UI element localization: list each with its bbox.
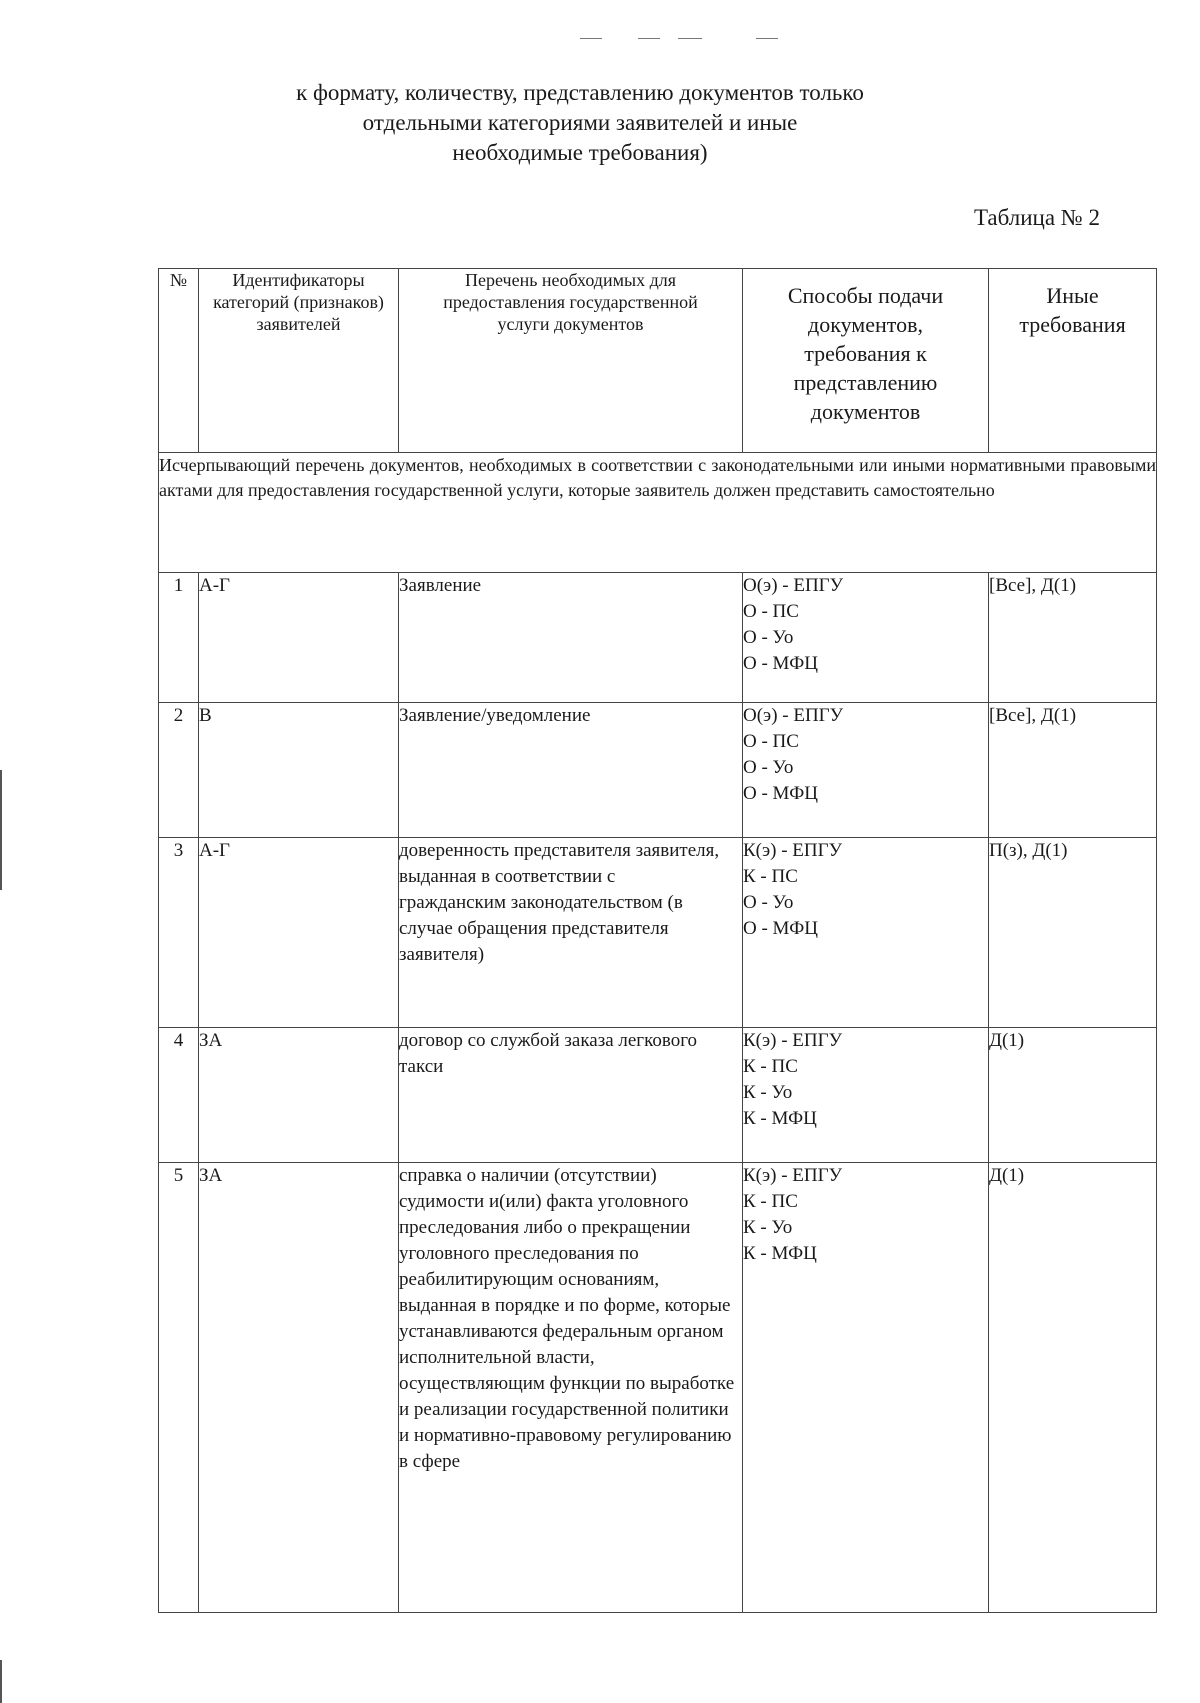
table-section-row xyxy=(159,453,1157,573)
row-other-requirements: П(з), Д(1) xyxy=(989,838,1157,1028)
header-number: № xyxy=(159,269,199,453)
row-document: справка о наличии (отсутствии) судимости и(или) факта уголовного преследования либо о прекращении уголовного преследования по реабилитирующим основаниям, выданная в порядке и по форме, которые устанавливаются федеральным органом исполнительной власти, осуществляющим функции по выработке и реализации государственной политики и нормативно-правовому регулированию в сфере xyxy=(399,1163,743,1613)
header-categories: Идентификаторы категорий (признаков) заявителей xyxy=(199,269,399,453)
row-methods xyxy=(743,1028,989,1163)
table-row xyxy=(159,573,1157,703)
row-number: 1 xyxy=(159,573,199,703)
method-item: К - Уо xyxy=(743,1217,793,1238)
table-label: Таблица № 2 xyxy=(973,205,1100,230)
method-item: К - Уо xyxy=(743,1082,793,1103)
method-item: К - МФЦ xyxy=(743,1108,817,1129)
row-category: ЗА xyxy=(199,1028,399,1163)
method-item: О - МФЦ xyxy=(743,653,818,674)
method-item: О - Уо xyxy=(743,757,794,778)
document-heading xyxy=(200,78,960,168)
row-number: 4 xyxy=(159,1028,199,1163)
row-document: Заявление/уведомление xyxy=(399,703,743,838)
row-category: А-Г xyxy=(199,838,399,1028)
scan-edge-mark xyxy=(0,770,2,890)
header-documents: Перечень необходимых для предоставления государственной услуги документов xyxy=(399,269,743,453)
method-item: О(э) - ЕПГУ xyxy=(743,705,844,726)
table-row xyxy=(159,703,1157,838)
method-item: О - ПС xyxy=(743,601,799,622)
heading-line: к формату, количеству, представлению документов только xyxy=(296,80,864,105)
method-item: О - МФЦ xyxy=(743,918,818,939)
row-methods xyxy=(743,838,989,1028)
method-item: К - ПС xyxy=(743,1056,798,1077)
table-row xyxy=(159,1028,1157,1163)
row-document: доверенность представителя заявителя, выданная в соответствии с гражданским законодательством (в случае обращения представителя заявителя) xyxy=(399,838,743,1028)
row-number: 2 xyxy=(159,703,199,838)
row-methods xyxy=(743,573,989,703)
documents-table xyxy=(158,268,1157,1613)
method-item: К(э) - ЕПГУ xyxy=(743,840,843,861)
method-item: О - МФЦ xyxy=(743,783,818,804)
row-number: 3 xyxy=(159,838,199,1028)
row-methods xyxy=(743,1163,989,1613)
method-item: К - ПС xyxy=(743,1191,798,1212)
header-other: Иные требования xyxy=(989,269,1157,453)
method-item: К - МФЦ xyxy=(743,1243,817,1264)
method-item: К - ПС xyxy=(743,866,798,887)
row-other-requirements: [Все], Д(1) xyxy=(989,573,1157,703)
method-item: О - Уо xyxy=(743,627,794,648)
row-category: В xyxy=(199,703,399,838)
row-document: Заявление xyxy=(399,573,743,703)
scan-artifact-dashes xyxy=(560,30,820,44)
row-category: А-Г xyxy=(199,573,399,703)
row-other-requirements: [Все], Д(1) xyxy=(989,703,1157,838)
row-other-requirements: Д(1) xyxy=(989,1163,1157,1613)
method-item: К(э) - ЕПГУ xyxy=(743,1030,843,1051)
row-document: договор со службой заказа легкового такси xyxy=(399,1028,743,1163)
heading-line: необходимые требования) xyxy=(452,140,708,165)
row-number: 5 xyxy=(159,1163,199,1613)
row-methods xyxy=(743,703,989,838)
row-category: ЗА xyxy=(199,1163,399,1613)
method-item: О - Уо xyxy=(743,892,794,913)
table-row xyxy=(159,1163,1157,1613)
method-item: К(э) - ЕПГУ xyxy=(743,1165,843,1186)
table-row xyxy=(159,838,1157,1028)
heading-line: отдельными категориями заявителей и иные xyxy=(362,110,798,135)
row-other-requirements: Д(1) xyxy=(989,1028,1157,1163)
scan-edge-mark xyxy=(0,1660,2,1703)
header-methods: Способы подачи документов, требования к представлению документов xyxy=(743,269,989,453)
method-item: О - ПС xyxy=(743,731,799,752)
section-title: Исчерпывающий перечень документов, необходимых в соответствии с законодательными или иными нормативными правовыми актами для предоставления государственной услуги, которые заявитель должен представить самостоятельно xyxy=(159,453,1157,573)
method-item: О(э) - ЕПГУ xyxy=(743,575,844,596)
table-header-row xyxy=(159,269,1157,453)
